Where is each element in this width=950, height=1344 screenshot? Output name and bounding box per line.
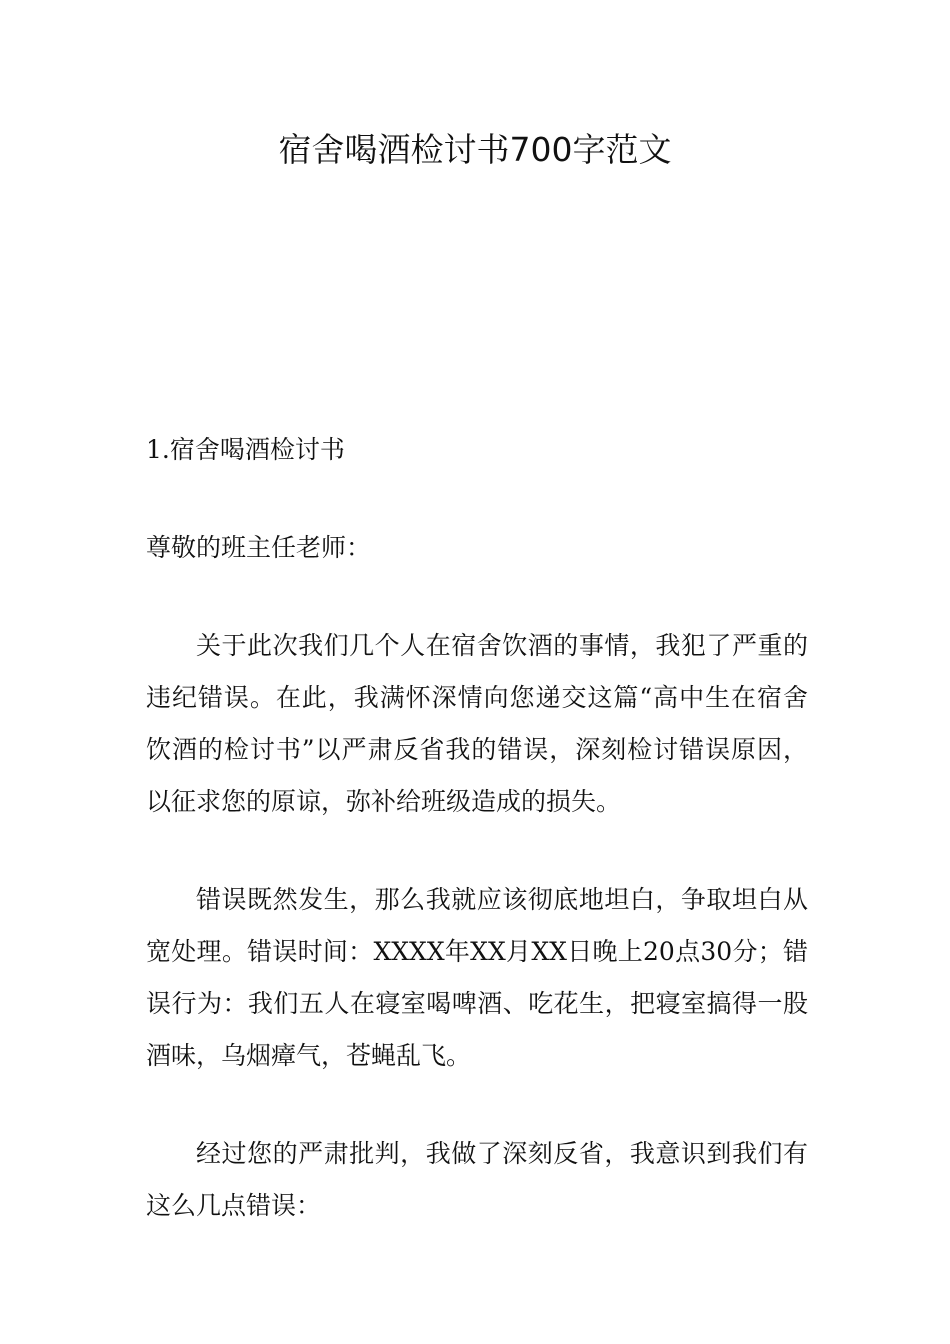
document-body: [146, 424, 808, 1278]
paragraph-1: 关于此次我们几个人在宿舍饮酒的事情，我犯了严重的违纪错误。在此，我满怀深情向您递交这篇“高中生在宿舍饮酒的检讨书”以严肃反省我的错误，深刻检讨错误原因，以征求您的原谅，弥补给班级造成的损失。: [146, 631, 808, 816]
section-heading: 1.宿舍喝酒检讨书: [146, 435, 345, 464]
paragraph-2: 错误既然发生，那么我就应该彻底地坦白，争取坦白从宽处理。错误时间：XXXX年XX月XX日晚上20点30分；错误行为：我们五人在寝室喝啤酒、吃花生，把寝室搞得一股酒味，乌烟瘴气，苍蝇乱飞。: [146, 885, 808, 1070]
salutation: 尊敬的班主任老师：: [146, 533, 372, 562]
paragraph-3: 经过您的严肃批判，我做了深刻反省，我意识到我们有这么几点错误：: [146, 1139, 808, 1220]
document-title: 宿舍喝酒检讨书700字范文: [278, 130, 672, 169]
